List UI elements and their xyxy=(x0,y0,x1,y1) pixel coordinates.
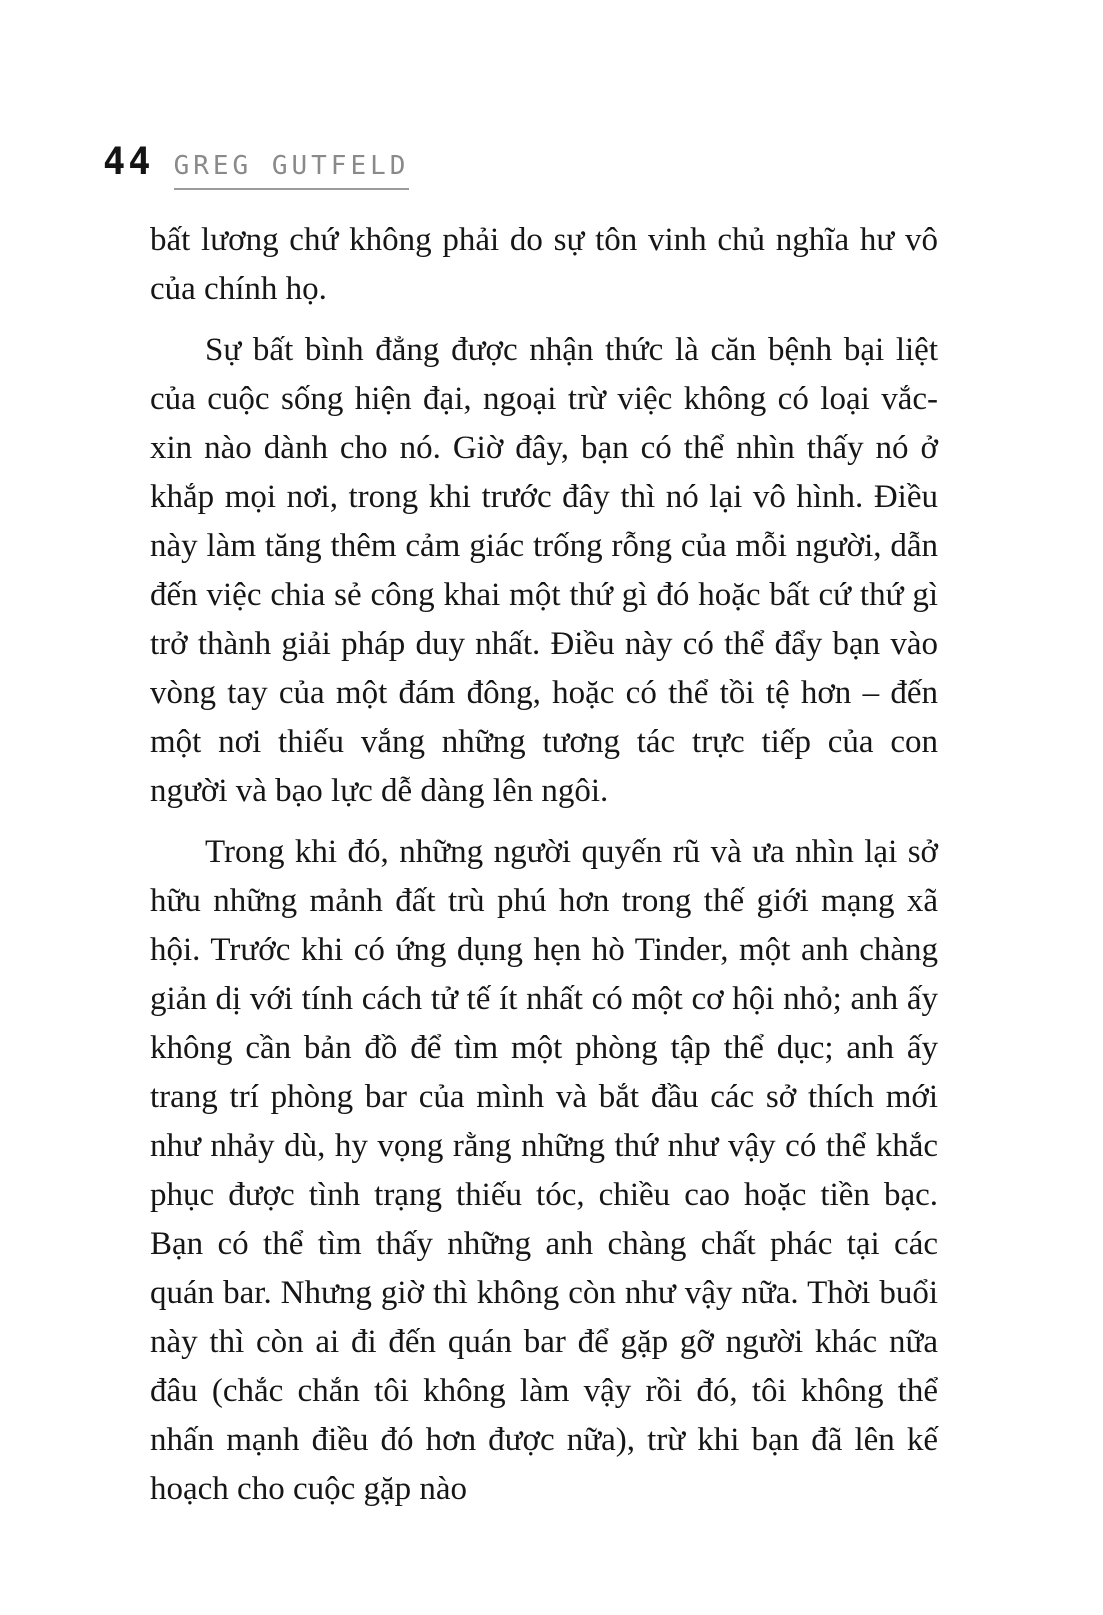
paragraph: Trong khi đó, những người quyến rũ và ưa nhìn lại sở hữu những mảnh đất trù phú hơn trong thế giới mạng xã hội. Trước khi có ứng dụng hẹn hò Tinder, một anh chàng giản dị với tính cách tử tế ít nhất có một cơ hội nhỏ; anh ấy không cần bản đồ để tìm một phòng tập thể dục; anh ấy trang trí phòng bar của mình và bắt đầu các sở thích mới như nhảy dù, hy vọng rằng những thứ như vậy có thể khắc phục được tình trạng thiếu tóc, chiều cao hoặc tiền bạc. Bạn có thể tìm thấy những anh chàng chất phác tại các quán bar. Nhưng giờ thì không còn như vậy nữa. Thời buổi này thì còn ai đi đến quán bar để gặp gỡ người khác nữa đâu (chắc chắn tôi không làm vậy rồi đó, tôi không thể nhấn mạnh điều đó hơn được nữa), trừ khi bạn đã lên kế hoạch cho cuộc gặp nào xyxy=(150,834,938,1507)
page-number: 44 xyxy=(103,140,154,183)
page-body xyxy=(150,216,938,1526)
paragraph: bất lương chứ không phải do sự tôn vinh chủ nghĩa hư vô của chính họ. xyxy=(150,222,938,307)
running-head-author: GREG GUTFELD xyxy=(174,151,410,190)
page-header xyxy=(103,140,409,190)
paragraph: Sự bất bình đẳng được nhận thức là căn bệnh bại liệt của cuộc sống hiện đại, ngoại trừ việc không có loại vắc-xin nào dành cho nó. Giờ đây, bạn có thể nhìn thấy nó ở khắp mọi nơi, trong khi trước đây thì nó lại vô hình. Điều này làm tăng thêm cảm giác trống rỗng của mỗi người, dẫn đến việc chia sẻ công khai một thứ gì đó hoặc bất cứ thứ gì trở thành giải pháp duy nhất. Điều này có thể đẩy bạn vào vòng tay của một đám đông, hoặc có thể tồi tệ hơn – đến một nơi thiếu vắng những tương tác trực tiếp của con người và bạo lực dễ dàng lên ngôi. xyxy=(150,332,938,809)
